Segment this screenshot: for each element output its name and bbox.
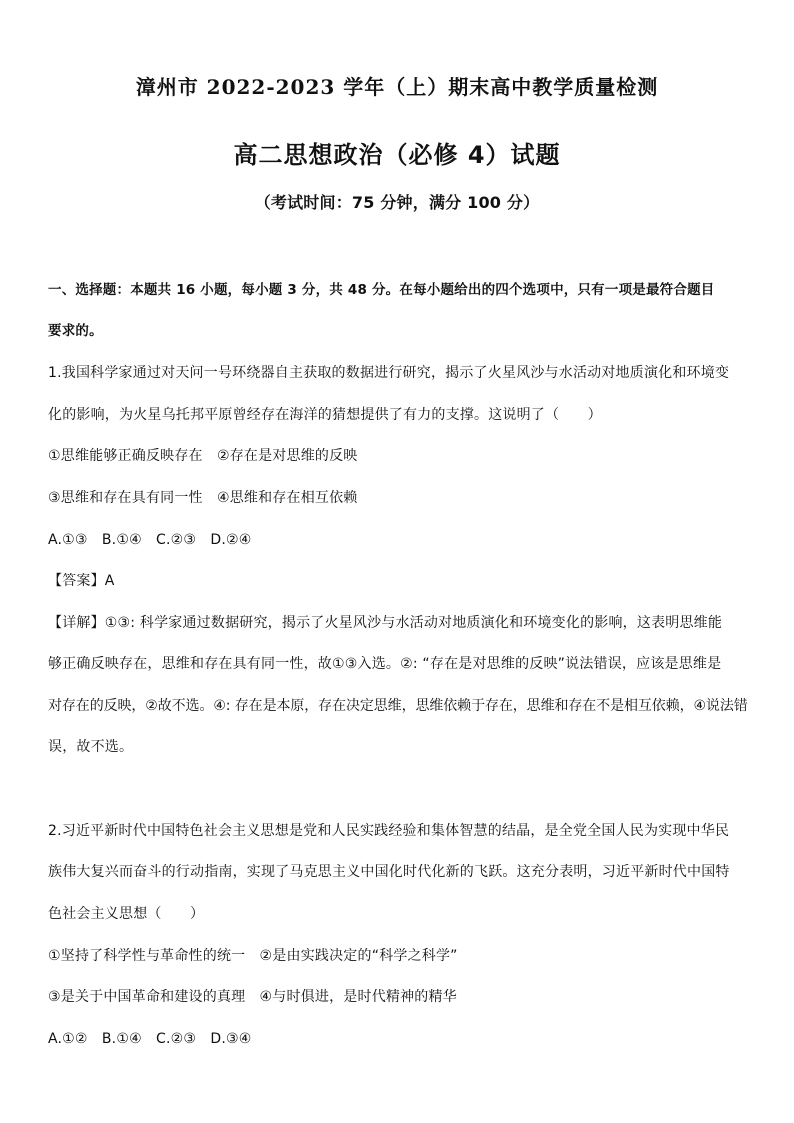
q2-stem-line1: 2.习近平新时代中国特色社会主义思想是党和人民实践经验和集体智慧的结晶，是全党全国人民为实现中华民	[48, 823, 730, 839]
q1-statements-line1: ①思维能够正确反映存在 ②存在是对思维的反映	[48, 448, 358, 464]
exam-title: 漳州市 2022-2023 学年（上）期末高中教学质量检测	[135, 75, 659, 99]
q1-detail-line1: 【详解】①③: 科学家通过数据研究，揭示了火星风沙与水活动对地质演化和环境变化的影响，这表明思维能	[48, 615, 723, 631]
exam-info: （考试时间：75 分钟，满分 100 分）	[254, 193, 540, 212]
q2-stem-line2: 族伟大复兴而奋斗的行动指南，实现了马克思主义中国化时代化新的飞跃。这充分表明，习近平新时代中国特	[48, 864, 730, 880]
section-heading-line2: 要求的。	[48, 323, 103, 339]
q1-answer: 【答案】A	[48, 573, 115, 589]
q1-detail-line3: 对存在的反映，②故不选。④: 存在是本原，存在决定思维，思维依赖于存在，思维和存在不是相互依赖，④说法错	[48, 698, 748, 714]
q2-choices: A.①② B.①④ C.②③ D.③④	[48, 1031, 252, 1047]
q1-detail-line4: 误，故不选。	[48, 739, 134, 755]
q2-statements-line2: ③是关于中国革命和建设的真理 ④与时俱进，是时代精神的精华	[48, 989, 457, 1005]
q1-choices: A.①③ B.①④ C.②③ D.②④	[48, 532, 252, 548]
q1-stem-line1: 1.我国科学家通过对天问一号环绕器自主获取的数据进行研究，揭示了火星风沙与水活动对地质演化和环境变	[48, 365, 730, 381]
q1-detail-line2: 够正确反映存在，思维和存在具有同一性，故①③入选。②: “存在是对思维的反映”说法错误，应该是思维是	[48, 656, 722, 672]
q1-statements-line2: ③思维和存在具有同一性 ④思维和存在相互依赖	[48, 490, 358, 506]
paper-title: 高二思想政治（必修 4）试题	[233, 141, 561, 169]
q1-stem-line2: 化的影响，为火星乌托邦平原曾经存在海洋的猜想提供了有力的支撑。这说明了（ ）	[48, 407, 602, 423]
q2-statements-line1: ①坚持了科学性与革命性的统一 ②是由实践决定的“科学之科学”	[48, 948, 458, 964]
section-heading-line1: 一、选择题：本题共 16 小题，每小题 3 分，共 48 分。在每小题给出的四个选项中，只有一项是最符合题目	[48, 282, 715, 298]
q2-stem-line3: 色社会主义思想（ ）	[48, 906, 205, 922]
